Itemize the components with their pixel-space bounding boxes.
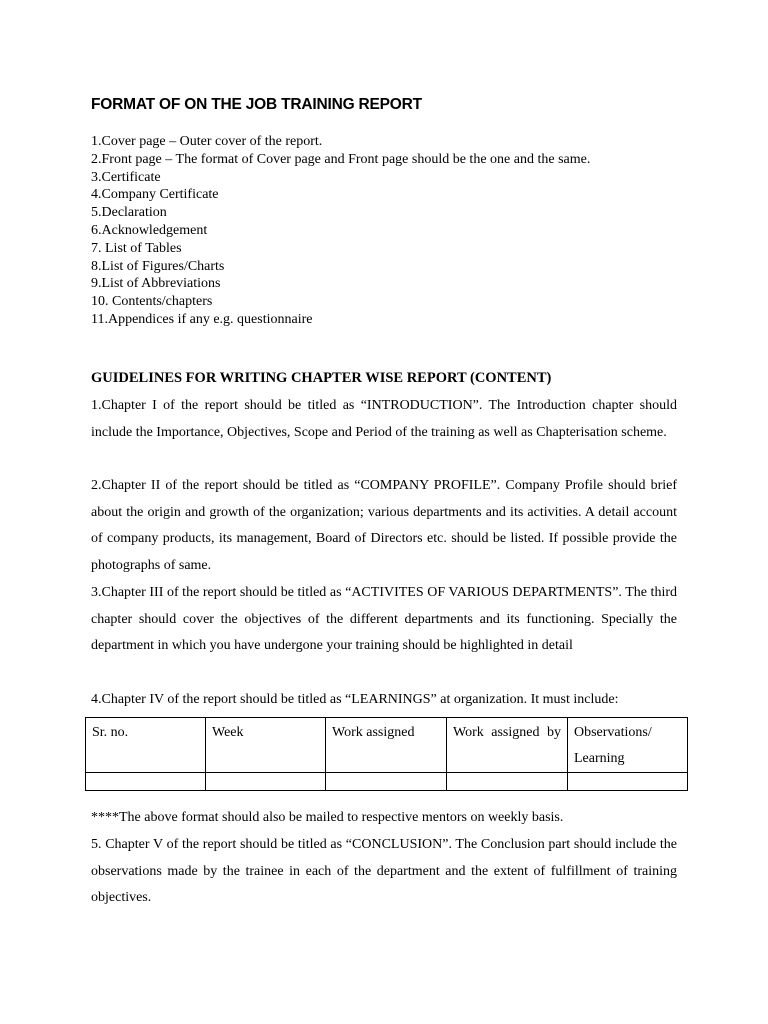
- list-item: 4.Company Certificate: [91, 187, 219, 203]
- table-header-row: [86, 718, 688, 773]
- list-item: 6.Acknowledgement: [91, 222, 208, 238]
- list-item: 3.Certificate: [91, 169, 161, 185]
- table-cell: [206, 773, 326, 791]
- table-header-cell: Work assigned: [326, 718, 447, 773]
- table-header-cell: Sr. no.: [86, 718, 206, 773]
- table-cell: [326, 773, 447, 791]
- table-header-cell: Observations/ Learning: [568, 718, 688, 773]
- table-header-cell: Work assigned by: [447, 718, 568, 773]
- list-item: 10. Contents/chapters: [91, 294, 213, 310]
- table-row: [86, 773, 688, 791]
- list-item: 7. List of Tables: [91, 240, 182, 256]
- chapter-4-paragraph: 4.Chapter IV of the report should be titled as “LEARNINGS” at organization. It must include:: [91, 692, 619, 707]
- table-cell: [86, 773, 206, 791]
- list-item: 2.Front page – The format of Cover page and Front page should be the one and the same.: [91, 151, 591, 167]
- mailing-note: ****The above format should also be mailed to respective mentors on weekly basis.: [91, 810, 564, 825]
- list-item: 8.List of Figures/Charts: [91, 258, 225, 274]
- list-item: 9.List of Abbreviations: [91, 276, 221, 292]
- chapter-1-paragraph: 1.Chapter I of the report should be titled as “INTRODUCTION”. The Introduction chapter should include the Importance, Objectives, Scope and Period of the training as well as Chapterisation scheme.: [91, 398, 677, 440]
- learnings-table: [85, 717, 688, 791]
- list-item: 1.Cover page – Outer cover of the report.: [91, 134, 323, 149]
- list-item: 11.Appendices if any e.g. questionnaire: [91, 311, 313, 327]
- document-title: FORMAT OF ON THE JOB TRAINING REPORT: [91, 96, 422, 113]
- table-cell: [568, 773, 688, 791]
- list-item: 5.Declaration: [91, 205, 167, 221]
- chapter-2-paragraph: 2.Chapter II of the report should be titled as “COMPANY PROFILE”. Company Profile should brief about the origin and growth of the organization; various departments and its activities. A detail account of company products, its management, Board of Directors etc. should be listed. If possible provide the photographs of same.: [91, 478, 677, 574]
- format-list: [91, 133, 590, 329]
- guidelines-heading: GUIDELINES FOR WRITING CHAPTER WISE REPORT (CONTENT): [91, 370, 552, 386]
- table-header-cell: Week: [206, 718, 326, 773]
- chapter-5-paragraph: 5. Chapter V of the report should be titled as “CONCLUSION”. The Conclusion part should include the observations made by the trainee in each of the department and the extent of fulfillment of training objectives.: [91, 837, 677, 906]
- chapter-3-paragraph: 3.Chapter III of the report should be titled as “ACTIVITES OF VARIOUS DEPARTMENTS”. The third chapter should cover the objectives of the different departments and its functioning. Specially the department in which you have undergone your training should be highlighted in detail: [91, 585, 677, 654]
- table-cell: [447, 773, 568, 791]
